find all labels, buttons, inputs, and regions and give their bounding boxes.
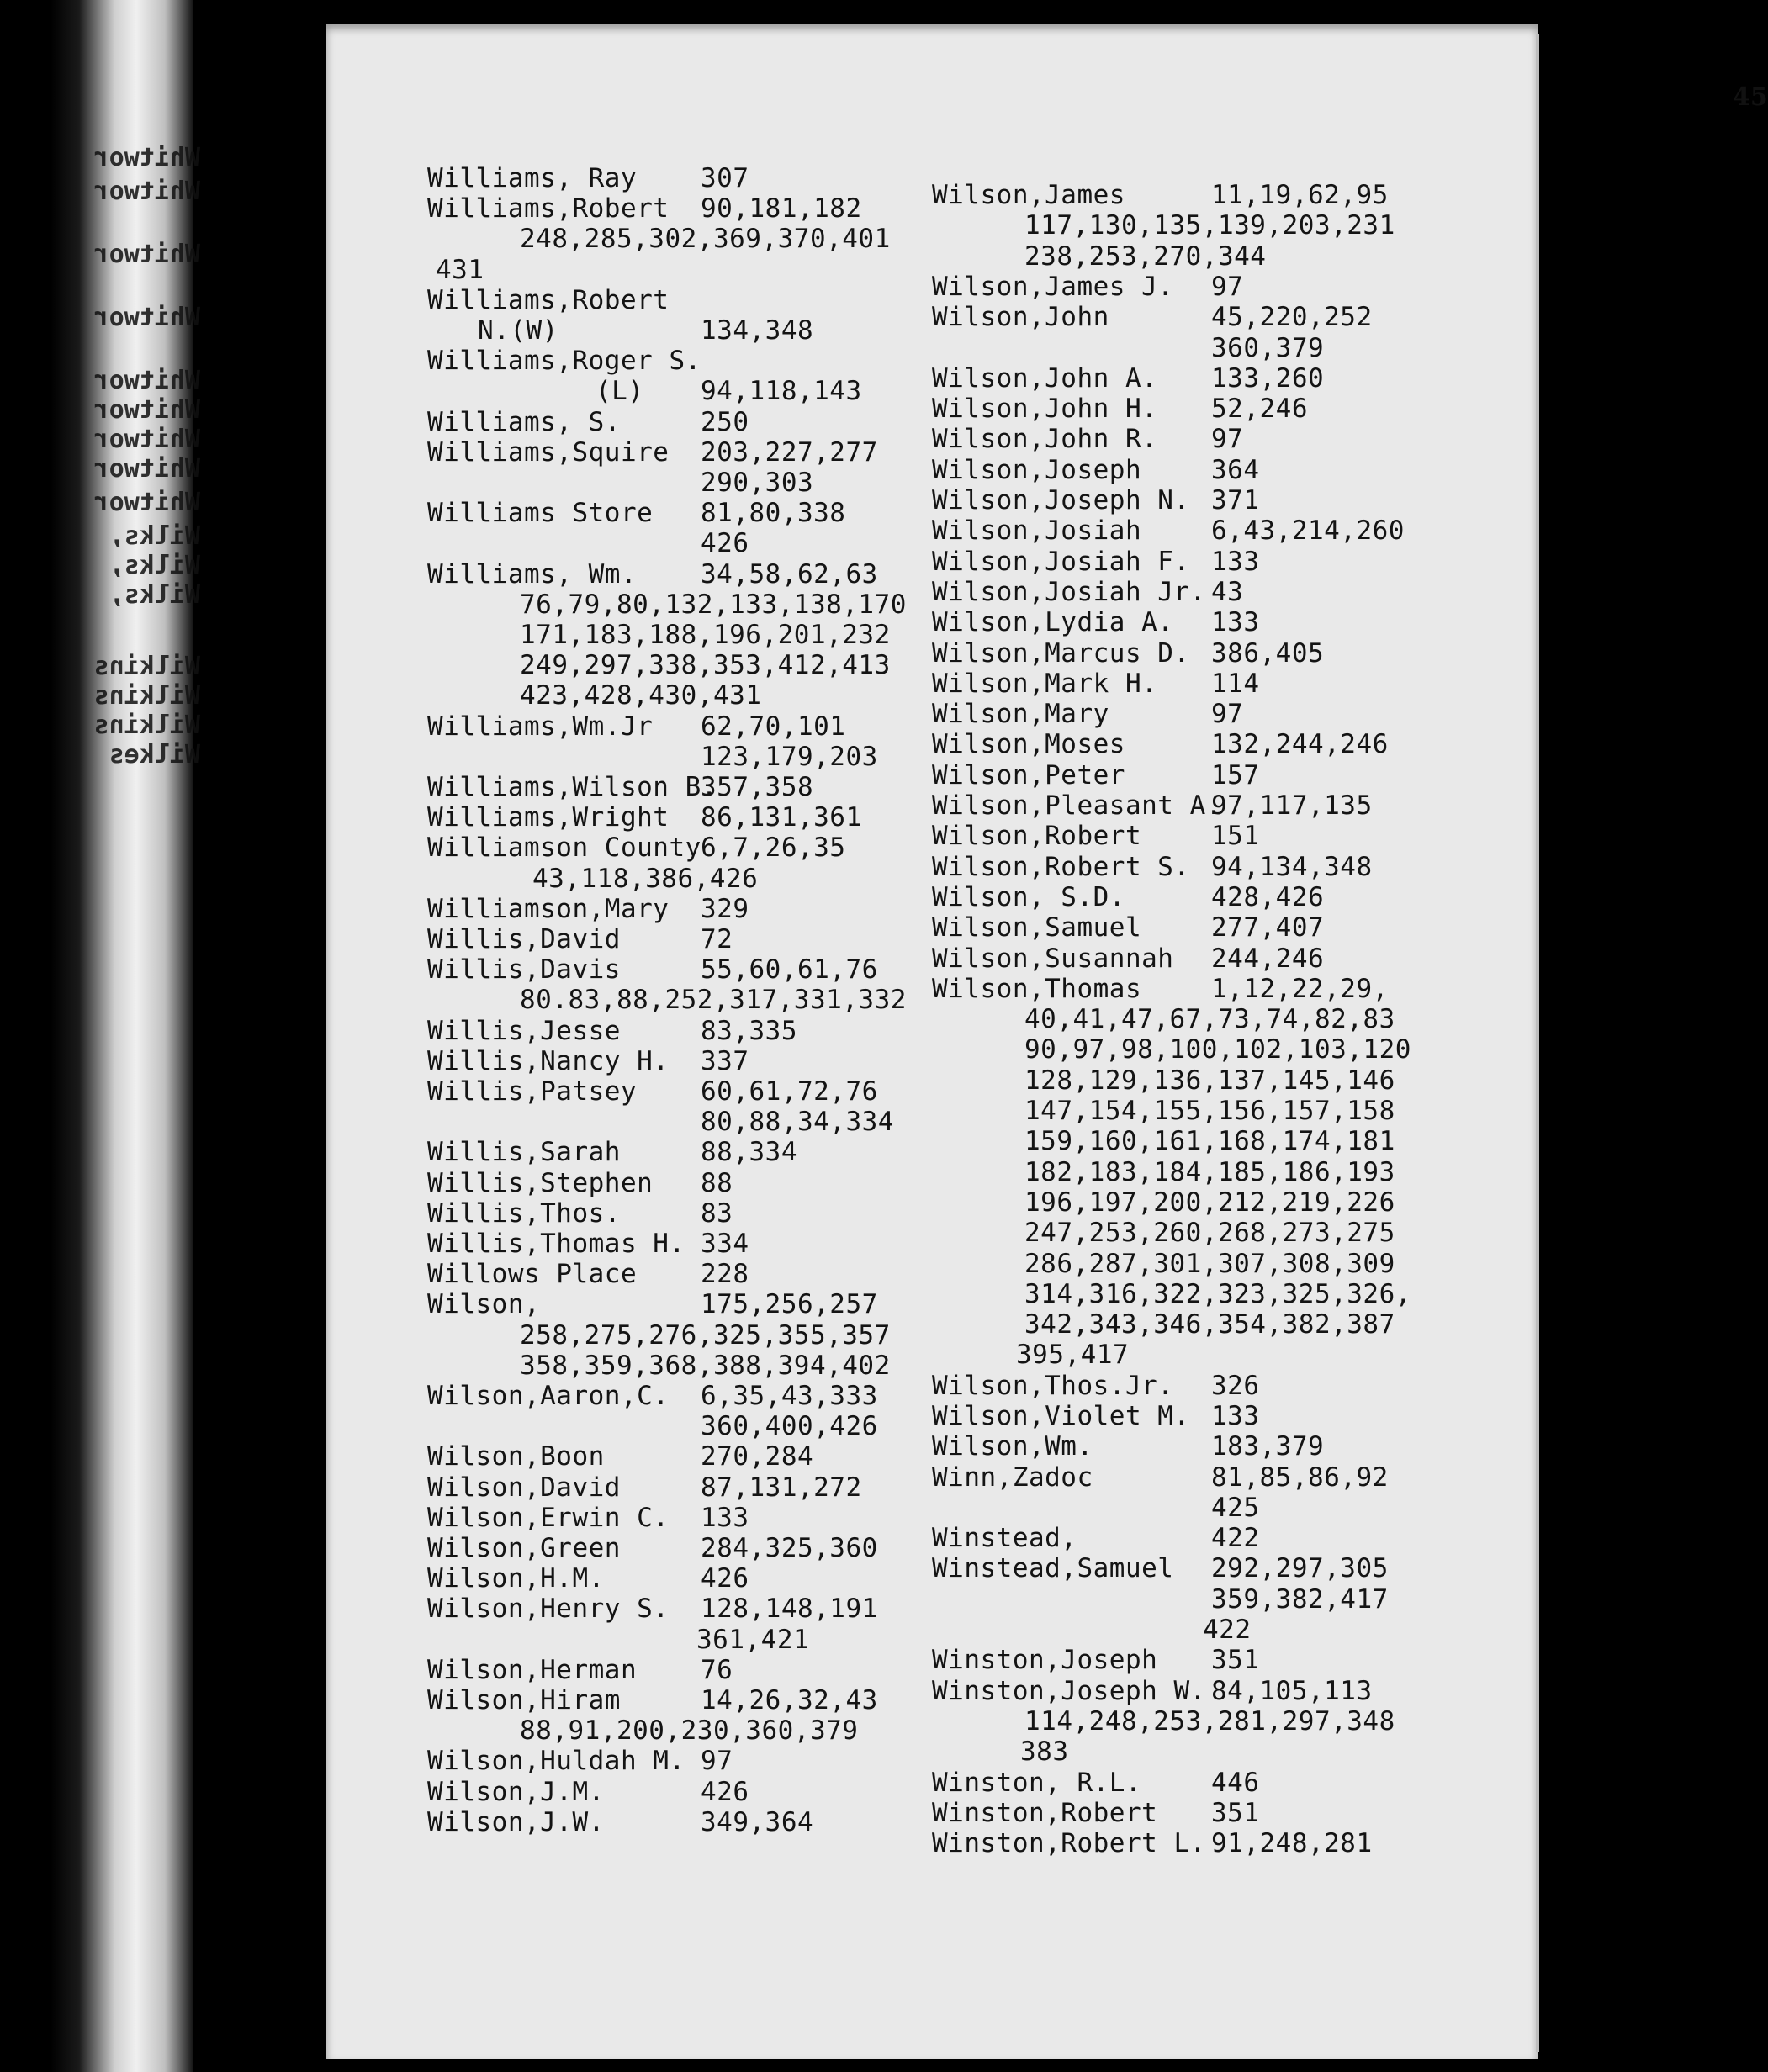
entry-name: Willis,Sarah — [427, 1137, 621, 1167]
entry-pages: 292,297,305 — [1211, 1553, 1389, 1583]
entry-continuation: 114,248,253,281,297,348 — [1024, 1706, 1395, 1736]
bleed-text: Whitwor — [93, 177, 200, 206]
entry-pages: 88,334 — [701, 1137, 797, 1167]
entry-name: Wilson,Robert — [932, 821, 1142, 851]
entry-continuation: 249,297,338,353,412,413 — [520, 650, 891, 680]
entry-pages: 175,256,257 — [701, 1289, 878, 1319]
entry-name: Willis,David — [427, 924, 621, 954]
entry-name: Wilson,Herman — [427, 1655, 638, 1685]
entry-continuation: 76,79,80,132,133,138,170 — [520, 589, 907, 620]
entry-name: Wilson,David — [427, 1472, 621, 1503]
entry-name: Williams Store — [427, 498, 654, 528]
page-edge — [1536, 34, 1539, 2052]
entry-pages: 94,118,143 — [701, 376, 862, 406]
entry-continuation: 88,91,200,230,360,379 — [520, 1715, 859, 1746]
bleed-text: Whitwor — [93, 425, 200, 454]
entry-name: Wilson,Huldah M. — [427, 1746, 685, 1776]
bleed-text: Wilkes — [109, 740, 200, 769]
entry-continuation: 286,287,301,307,308,309 — [1024, 1249, 1395, 1279]
entry-name: Willis,Thos. — [427, 1198, 621, 1229]
entry-pages: 11,19,62,95 — [1211, 180, 1389, 210]
entry-name: Winstead,Samuel — [932, 1553, 1174, 1583]
entry-name: Wilson,Thomas — [932, 974, 1142, 1004]
entry-name: Wilson,Aaron,C. — [427, 1381, 670, 1411]
bleed-text: Whitwor — [93, 454, 200, 484]
entry-continuation: 80.83,88,252,317,331,332 — [520, 985, 907, 1015]
entry-pages: 81,80,338 — [701, 498, 846, 528]
entry-pages: 277,407 — [1211, 912, 1325, 943]
entry-name: Williams,Roger S. — [427, 346, 701, 376]
entry-pages: 133 — [1211, 547, 1260, 577]
entry-name: Wilson,Henry S. — [427, 1594, 670, 1624]
entry-continuation: 425 — [1211, 1493, 1260, 1523]
bleed-text: Whitwor — [93, 488, 200, 517]
entry-pages: 97 — [1211, 424, 1244, 454]
entry-continuation: 182,183,184,185,186,193 — [1024, 1157, 1395, 1187]
entry-pages: 97 — [701, 1746, 733, 1776]
entry-pages: 81,85,86,92 — [1211, 1462, 1389, 1493]
entry-pages: 6,43,214,260 — [1211, 515, 1405, 546]
entry-pages: 83 — [701, 1198, 733, 1229]
entry-pages: 87,131,272 — [701, 1472, 862, 1503]
entry-name: Wilson,Joseph N. — [932, 485, 1190, 515]
entry-pages: 86,131,361 — [701, 802, 862, 832]
entry-continuation: 123,179,203 — [701, 742, 878, 772]
entry-continuation: 117,130,135,139,203,231 — [1024, 210, 1395, 240]
entry-name: Wilson,Mark H. — [932, 669, 1158, 699]
entry-name: Wilson,Josiah Jr. — [932, 577, 1206, 607]
entry-name: Wilson,Josiah F. — [932, 547, 1190, 577]
entry-name: Wilson,Pleasant A. — [932, 790, 1222, 821]
entry-pages: 60,61,72,76 — [701, 1076, 878, 1107]
entry-name: Williams,Wright — [427, 802, 670, 832]
entry-name: Winston,Joseph W. — [932, 1676, 1206, 1706]
entry-continuation: 383 — [1020, 1736, 1069, 1767]
entry-name: Williamson,Mary — [427, 894, 670, 924]
entry-pages: 270,284 — [701, 1441, 814, 1472]
entry-continuation: 314,316,322,323,325,326, — [1024, 1279, 1411, 1309]
entry-pages: 133 — [1211, 607, 1260, 637]
entry-name: Williams,Robert — [427, 285, 670, 315]
page-number: 45 — [1733, 82, 1768, 112]
entry-pages: 329 — [701, 894, 749, 924]
entry-name: Williams,Wm.Jr — [427, 711, 654, 742]
entry-continuation: 360,379 — [1211, 333, 1325, 363]
entry-continuation: 43,118,386,426 — [532, 864, 759, 894]
entry-continuation: 342,343,346,354,382,387 — [1024, 1309, 1395, 1340]
bleed-text: Wilks, — [109, 580, 200, 610]
adjacent-page-bleed — [50, 0, 200, 2072]
entry-name: Wilson,Hiram — [427, 1685, 621, 1715]
entry-pages: 1,12,22,29, — [1211, 974, 1389, 1004]
entry-pages: 97,117,135 — [1211, 790, 1373, 821]
entry-pages: 349,364 — [701, 1807, 814, 1837]
entry-pages: 72 — [701, 924, 733, 954]
entry-pages: 426 — [701, 1563, 749, 1594]
entry-name: Williams,Robert — [427, 193, 670, 224]
entry-pages: 97 — [1211, 699, 1244, 729]
entry-continuation: 359,382,417 — [1211, 1584, 1389, 1615]
entry-name: Winn,Zadoc — [932, 1462, 1093, 1493]
entry-pages: 364 — [1211, 455, 1260, 485]
entry-pages: 183,379 — [1211, 1431, 1325, 1462]
entry-name: N.(W) — [478, 315, 558, 346]
entry-name: Winstead, — [932, 1523, 1077, 1553]
entry-name: Wilson,Peter — [932, 760, 1125, 790]
entry-pages: 97 — [1211, 272, 1244, 302]
entry-pages: 428,426 — [1211, 882, 1325, 912]
entry-name: Wilson,Robert S. — [932, 852, 1190, 882]
entry-name: Wilson,John A. — [932, 363, 1158, 394]
entry-continuation: 422 — [1203, 1615, 1252, 1645]
entry-name: Winston,Robert — [932, 1798, 1158, 1828]
entry-pages: 157 — [1211, 760, 1260, 790]
entry-pages: 114 — [1211, 669, 1260, 699]
entry-pages: 128,148,191 — [701, 1594, 878, 1624]
entry-continuation: 290,303 — [701, 468, 814, 498]
bleed-text: Wilkins — [93, 652, 200, 681]
entry-pages: 151 — [1211, 821, 1260, 851]
entry-pages: 34,58,62,63 — [701, 559, 878, 589]
entry-name: Williamson County — [427, 832, 701, 863]
entry-name: Wilson,James J. — [932, 272, 1174, 302]
entry-continuation: 258,275,276,325,355,357 — [520, 1320, 891, 1350]
bleed-text: Whitwor — [93, 366, 200, 395]
entry-name: Willis,Stephen — [427, 1168, 654, 1198]
entry-continuation: 196,197,200,212,219,226 — [1024, 1187, 1395, 1218]
entry-pages: 326 — [1211, 1371, 1260, 1401]
entry-pages: 62,70,101 — [701, 711, 846, 742]
entry-pages: 203,227,277 — [701, 437, 878, 468]
entry-name: Wilson,Samuel — [932, 912, 1142, 943]
entry-pages: 371 — [1211, 485, 1260, 515]
bleed-text: Whitwor — [93, 395, 200, 425]
bleed-text: Whitwor — [93, 303, 200, 332]
entry-pages: 351 — [1211, 1798, 1260, 1828]
entry-continuation: 90,97,98,100,102,103,120 — [1024, 1034, 1411, 1065]
entry-pages: 133 — [1211, 1401, 1260, 1431]
entry-name: Willis,Thomas H. — [427, 1229, 685, 1259]
entry-pages: 14,26,32,43 — [701, 1685, 878, 1715]
entry-name: Wilson,John R. — [932, 424, 1158, 454]
entry-pages: 446 — [1211, 1768, 1260, 1798]
entry-pages: 52,246 — [1211, 394, 1308, 424]
entry-name: Winston,Joseph — [932, 1645, 1158, 1675]
entry-name: Wilson,Susannah — [932, 944, 1174, 974]
entry-name: Wilson,J.W. — [427, 1807, 605, 1837]
entry-name: Wilson,Green — [427, 1533, 621, 1563]
entry-continuation: 358,359,368,388,394,402 — [520, 1350, 891, 1381]
entry-pages: 337 — [701, 1046, 749, 1076]
entry-name: Wilson,John — [932, 302, 1109, 332]
entry-pages: 422 — [1211, 1523, 1260, 1553]
bleed-text: Whitwor — [93, 143, 200, 172]
entry-name: Wilson,John H. — [932, 394, 1158, 424]
entry-name: Williams,Squire — [427, 437, 670, 468]
entry-continuation: 128,129,136,137,145,146 — [1024, 1065, 1395, 1096]
entry-pages: 228 — [701, 1259, 749, 1289]
entry-pages: 307 — [701, 163, 749, 193]
entry-continuation: 426 — [701, 528, 749, 558]
entry-continuation: 360,400,426 — [701, 1411, 878, 1441]
entry-continuation: 248,285,302,369,370,401 — [520, 224, 891, 254]
entry-pages: 250 — [701, 407, 749, 437]
entry-continuation: 361,421 — [696, 1625, 810, 1655]
entry-name: Willis,Davis — [427, 954, 621, 985]
entry-pages: 334 — [701, 1229, 749, 1259]
entry-pages: 94,134,348 — [1211, 852, 1373, 882]
entry-name: Willis,Nancy H. — [427, 1046, 670, 1076]
entry-name: Wilson,Violet M. — [932, 1401, 1190, 1431]
entry-name: Williams, Ray — [427, 163, 638, 193]
index-page — [326, 24, 1768, 2059]
entry-name: Wilson,J.M. — [427, 1777, 605, 1807]
bleed-text: Whitwor — [93, 240, 200, 269]
entry-pages: 426 — [701, 1777, 749, 1807]
entry-pages: 351 — [1211, 1645, 1260, 1675]
entry-pages: 134,348 — [701, 315, 814, 346]
entry-pages: 133 — [701, 1503, 749, 1533]
entry-name: Wilson, — [427, 1289, 541, 1319]
entry-continuation: 423,428,430,431 — [520, 680, 762, 711]
entry-pages: 244,246 — [1211, 944, 1325, 974]
bleed-text: Wilkins — [93, 681, 200, 711]
entry-pages: 91,248,281 — [1211, 1828, 1373, 1858]
entry-name: Wilson,James — [932, 180, 1125, 210]
entry-name: Winston,Robert L. — [932, 1828, 1206, 1858]
entry-name: Wilson,Josiah — [932, 515, 1142, 546]
entry-name: Wilson,Lydia A. — [932, 607, 1174, 637]
entry-pages: 88 — [701, 1168, 733, 1198]
entry-pages: 90,181,182 — [701, 193, 862, 224]
entry-continuation: 159,160,161,168,174,181 — [1024, 1126, 1395, 1156]
entry-name: Williams, S. — [427, 407, 621, 437]
entry-name: Willows Place — [427, 1259, 638, 1289]
entry-name: Williams, Wm. — [427, 559, 638, 589]
entry-continuation: 40,41,47,67,73,74,82,83 — [1024, 1004, 1395, 1034]
bleed-text: Wilkins — [93, 711, 200, 740]
entry-pages: 45,220,252 — [1211, 302, 1373, 332]
entry-name: Wilson,Joseph — [932, 455, 1142, 485]
entry-name: Wilson,Boon — [427, 1441, 605, 1472]
entry-pages: 284,325,360 — [701, 1533, 878, 1563]
entry-name: Wilson,Thos.Jr. — [932, 1371, 1174, 1401]
entry-pages: 76 — [701, 1655, 733, 1685]
entry-continuation: 247,253,260,268,273,275 — [1024, 1218, 1395, 1248]
entry-name: Williams,Wilson B. — [427, 772, 717, 802]
entry-pages: 6,35,43,333 — [701, 1381, 878, 1411]
entry-name: Winston, R.L. — [932, 1768, 1142, 1798]
entry-pages: 6,7,26,35 — [701, 832, 846, 863]
entry-name: Wilson,Wm. — [932, 1431, 1093, 1462]
entry-name: Wilson,Mary — [932, 699, 1109, 729]
entry-pages: 43 — [1211, 577, 1244, 607]
entry-name: Wilson,Erwin C. — [427, 1503, 670, 1533]
entry-name: Wilson,Marcus D. — [932, 638, 1190, 669]
bleed-text: Wilks, — [109, 521, 200, 551]
entry-name: Wilson,Moses — [932, 729, 1125, 759]
entry-name: (L) — [596, 376, 644, 406]
entry-name: Wilson, S.D. — [932, 882, 1125, 912]
entry-continuation: 147,154,155,156,157,158 — [1024, 1096, 1395, 1126]
entry-name: Wilson,H.M. — [427, 1563, 605, 1594]
entry-continuation: 395,417 — [1016, 1340, 1130, 1370]
bleed-text: Wilks, — [109, 551, 200, 580]
entry-pages: 133,260 — [1211, 363, 1325, 394]
entry-pages: 357,358 — [701, 772, 814, 802]
entry-pages: 132,244,246 — [1211, 729, 1389, 759]
entry-continuation: 80,88,34,334 — [701, 1107, 894, 1137]
entry-pages: 386,405 — [1211, 638, 1325, 669]
entry-continuation: 431 — [436, 255, 484, 285]
entry-pages: 55,60,61,76 — [701, 954, 878, 985]
entry-continuation: 238,253,270,344 — [1024, 241, 1267, 272]
entry-name: Willis,Patsey — [427, 1076, 638, 1107]
entry-name: Willis,Jesse — [427, 1016, 621, 1046]
entry-continuation: 171,183,188,196,201,232 — [520, 620, 891, 650]
entry-pages: 84,105,113 — [1211, 1676, 1373, 1706]
entry-pages: 83,335 — [701, 1016, 797, 1046]
